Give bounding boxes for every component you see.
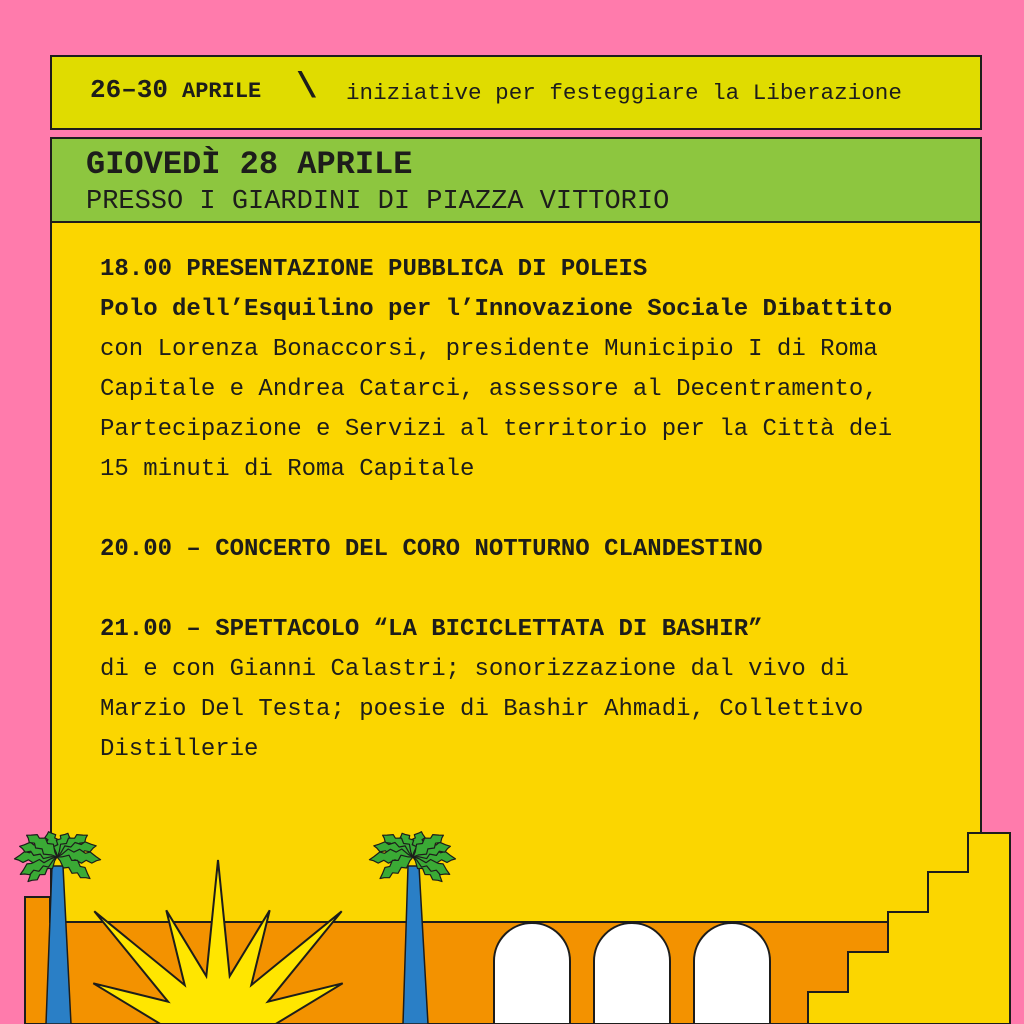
day-header [50,137,982,223]
event-description-line: Marzio Del Testa; poesie di Bashir Ahmadi, Collettivo [100,696,864,723]
event-description-line: Partecipazione e Servizi al territorio per la Città dei [100,416,893,443]
event-heading: 20.00 – CONCERTO DEL CORO NOTTURNO CLANDESTINO [100,536,763,563]
event-description-line: Distillerie [100,736,259,763]
date-month: APRILE [182,79,262,104]
day-location: PRESSO I GIARDINI DI PIAZZA VITTORIO [86,187,670,217]
event-item [100,250,892,490]
date-days: 26–30 [90,75,169,105]
event-heading: 18.00 PRESENTAZIONE PUBBLICA DI POLEIS [100,256,648,283]
event-description-line: con Lorenza Bonaccorsi, presidente Municipio I di Roma [100,336,878,363]
banner-separator: \ [296,67,318,108]
event-item [100,530,892,570]
program-panel [50,223,982,1024]
event-heading: 21.00 – SPETTACOLO “LA BICICLETTATA DI BASHIR” [100,616,763,643]
event-subheading: Polo dell’Esquilino per l’Innovazione Sociale Dibattito [100,296,893,323]
date-banner [50,55,982,130]
banner-tagline: iniziative per festeggiare la Liberazione [346,80,902,106]
program-list [100,250,892,770]
event-description-line: di e con Gianni Calastri; sonorizzazione dal vivo di [100,656,849,683]
day-title: GIOVEDÌ 28 APRILE [86,146,413,183]
event-description-line: Capitale e Andrea Catarci, assessore al Decentramento, [100,376,878,403]
date-range [90,77,261,105]
event-item [100,610,892,770]
event-description-line: 15 minuti di Roma Capitale [100,456,475,483]
